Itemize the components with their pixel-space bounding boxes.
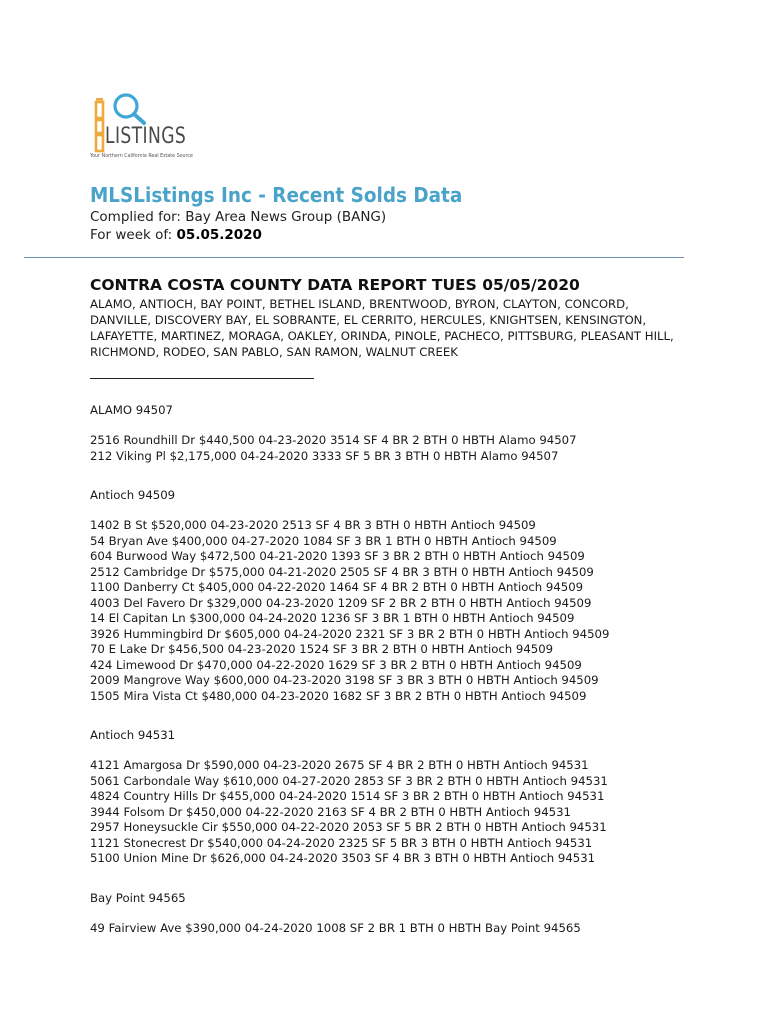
week-label: For week of: [90,227,173,243]
listing-line: 4824 Country Hills Dr $455,000 04-24-2020 1514 SF 3 BR 2 BTH 0 HBTH Antioch 94531 [90,789,605,803]
listing-line: 1121 Stonecrest Dr $540,000 04-24-2020 2325 SF 5 BR 3 BTH 0 HBTH Antioch 94531 [90,835,593,850]
listing-line: 4003 Del Favero Dr $329,000 04-23-2020 1209 SF 2 BR 2 BTH 0 HBTH Antioch 94509 [90,595,592,610]
listing-line: 212 Viking Pl $2,175,000 04-24-2020 3333 SF 5 BR 3 BTH 0 HBTH Alamo 94507 [90,448,559,463]
listing-section [90,403,690,464]
listing-line: 2009 Mangrove Way $600,000 04-23-2020 3198 SF 3 BR 3 BTH 0 HBTH Antioch 94509 [90,673,599,687]
listing-section [90,891,690,937]
listing-line: 424 Limewood Dr $470,000 04-22-2020 1629 SF 3 BR 2 BTH 0 HBTH Antioch 94509 [90,657,582,672]
listing-line: 54 Bryan Ave $400,000 04-27-2020 1084 SF 3 BR 1 BTH 0 HBTH Antioch 94509 [90,533,557,548]
section-heading: Antioch 94509 [90,488,176,502]
listing-line: 3944 Folsom Dr $450,000 04-22-2020 2163 SF 4 BR 2 BTH 0 HBTH Antioch 94531 [90,804,571,819]
section-divider [90,378,314,379]
listing-line: 2512 Cambridge Dr $575,000 04-21-2020 2505 SF 4 BR 3 BTH 0 HBTH Antioch 94509 [90,564,594,579]
header-divider [24,257,684,258]
listing-line: 604 Burwood Way $472,500 04-21-2020 1393 SF 3 BR 2 BTH 0 HBTH Antioch 94509 [90,549,585,563]
listing-line: 2516 Roundhill Dr $440,500 04-23-2020 3514 SF 4 BR 2 BTH 0 HBTH Alamo 94507 [90,433,577,447]
week-value: 05.05.2020 [176,227,262,243]
listing-line: 49 Fairview Ave $390,000 04-24-2020 1008 SF 2 BR 1 BTH 0 HBTH Bay Point 94565 [90,920,581,935]
section-heading: Antioch 94531 [90,728,176,742]
report-title: CONTRA COSTA COUNTY DATA REPORT TUES 05/05/2020 [90,276,580,294]
listing-section [90,728,690,867]
listing-line: 1505 Mira Vista Ct $480,000 04-23-2020 1682 SF 3 BR 2 BTH 0 HBTH Antioch 94509 [90,688,587,703]
listing-line: 4121 Amargosa Dr $590,000 04-23-2020 2675 SF 4 BR 2 BTH 0 HBTH Antioch 94531 [90,758,589,772]
listing-section [90,488,690,704]
mlslistings-logo [88,92,218,164]
section-heading: Bay Point 94565 [90,890,186,905]
listing-line: 1100 Danberry Ct $405,000 04-22-2020 1464 SF 4 BR 2 BTH 0 HBTH Antioch 94509 [90,580,584,594]
compiled-for: Complied for: Bay Area News Group (BANG) [90,209,387,225]
listing-line: 70 E Lake Dr $456,500 04-23-2020 1524 SF 3 BR 2 BTH 0 HBTH Antioch 94509 [90,642,554,656]
week-of [90,226,495,244]
logo-wordmark: LISTINGS [105,124,187,149]
logo-tagline: Your Northern California Real Estate Source [90,153,193,159]
page-title: MLSListings Inc - Recent Solds Data [90,183,463,207]
listing-line: 1402 B St $520,000 04-23-2020 2513 SF 4 BR 3 BTH 0 HBTH Antioch 94509 [90,518,536,532]
listing-line: 14 El Capitan Ln $300,000 04-24-2020 1236 SF 3 BR 1 BTH 0 HBTH Antioch 94509 [90,611,575,625]
listing-line: 3926 Hummingbird Dr $605,000 04-24-2020 2321 SF 3 BR 2 BTH 0 HBTH Antioch 94509 [90,626,610,641]
section-heading: ALAMO 94507 [90,403,173,417]
city-list: ALAMO, ANTIOCH, BAY POINT, BETHEL ISLAND, BRENTWOOD, BYRON, CLAYTON, CONCORD, DANVILLE, DISCOVERY BAY, EL SOBRANTE, EL CERRITO, HERCULES, KNIGHTSEN, KENSINGTON, LAFAYETTE, MARTINEZ, MORAGA, OAKLEY, ORINDA, PINOLE, PACHECO, PITTSBURG, PLEASANT HILL, RICHMOND, RODEO, SAN PABLO, SAN RAMON, WALNUT CREEK [90,297,674,359]
listing-line: 2957 Honeysuckle Cir $550,000 04-22-2020 2053 SF 5 BR 2 BTH 0 HBTH Antioch 94531 [90,820,607,834]
report-body [90,275,690,936]
sections [90,403,690,936]
report-header [90,182,495,244]
listing-line: 5061 Carbondale Way $610,000 04-27-2020 2853 SF 3 BR 2 BTH 0 HBTH Antioch 94531 [90,773,608,788]
listing-line: 5100 Union Mine Dr $626,000 04-24-2020 3503 SF 4 BR 3 BTH 0 HBTH Antioch 94531 [90,851,596,865]
